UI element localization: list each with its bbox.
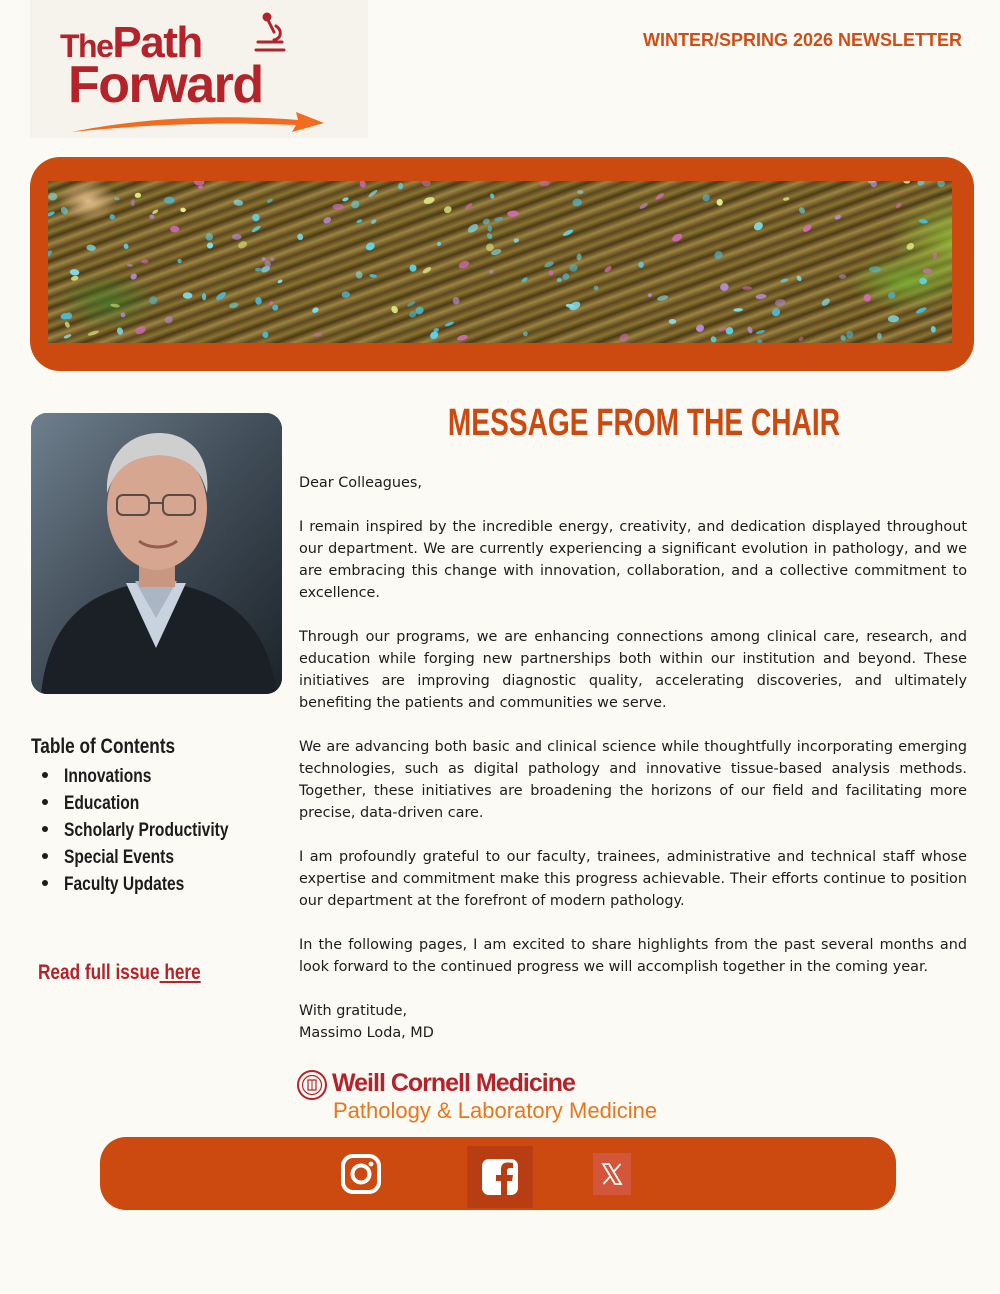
letter-paragraph: I remain inspired by the incredible energy, creativity, and dedication displayed throughout our department. We are currently experiencing a significant evolution in pathology, and we are embracing this change with innovation, collaboration, and a collective commitment to excellence.: [299, 519, 967, 601]
logo-text-line1: ThePath: [60, 18, 202, 67]
cell-nucleus: [251, 225, 262, 234]
cell-nucleus: [444, 321, 454, 328]
cell-nucleus: [255, 268, 262, 272]
bullet-icon: [42, 853, 48, 859]
cell-nucleus: [149, 214, 155, 219]
cell-nucleus: [486, 232, 493, 240]
cell-nucleus: [755, 329, 765, 334]
toc-list: [42, 766, 265, 901]
cell-nucleus: [489, 193, 494, 199]
cell-nucleus: [255, 297, 263, 306]
newsletter-issue-label: WINTER/SPRING 2026 NEWSLETTER: [642, 30, 962, 50]
cell-nucleus: [110, 303, 120, 308]
cell-nucleus: [568, 263, 578, 273]
cell-nucleus: [915, 306, 927, 315]
cell-nucleus: [252, 213, 261, 222]
x-icon-box: [593, 1153, 631, 1195]
cell-nucleus: [701, 193, 711, 203]
cell-nucleus: [215, 291, 227, 302]
cell-nucleus: [268, 301, 274, 306]
cell-nucleus: [695, 323, 706, 333]
letter-signature: Massimo Loda, MD: [299, 1025, 434, 1041]
cell-nucleus: [390, 305, 399, 315]
cell-nucleus: [406, 300, 416, 308]
cell-nucleus: [114, 197, 120, 201]
letter-paragraph: Through our programs, we are enhancing connections among clinical care, research, and education while forging new partnerships both within our institution and beyond. These initiatives are improving diagnostic quality, accelerating discoveries, and ultimately benefiting the patients and communities we serve.: [299, 629, 967, 711]
logo-text-line2: Forward: [68, 56, 263, 114]
microscopy-image: [48, 181, 952, 343]
cell-nucleus: [742, 286, 752, 290]
cell-nucleus: [183, 292, 193, 299]
cell-nucleus: [572, 198, 583, 207]
cell-nucleus: [202, 293, 207, 300]
cell-nucleus: [134, 325, 147, 336]
cell-nucleus: [780, 278, 789, 284]
cell-nucleus: [86, 244, 96, 251]
cell-nucleus: [846, 331, 853, 339]
cell-nucleus: [755, 293, 767, 299]
cell-nucleus: [783, 197, 790, 201]
cell-nucleus: [747, 326, 754, 334]
cell-nucleus: [669, 319, 676, 324]
cell-nucleus: [48, 249, 53, 259]
cell-nucleus: [270, 257, 275, 261]
cell-nucleus: [839, 334, 846, 342]
x-icon: [600, 1162, 624, 1186]
cell-nucleus: [543, 260, 554, 269]
cell-nucleus: [350, 199, 361, 210]
cell-nucleus: [322, 216, 332, 225]
facebook-button[interactable]: [467, 1146, 533, 1208]
cell-nucleus: [562, 229, 574, 238]
cell-nucleus: [716, 199, 723, 206]
toc-item-innovations[interactable]: Innovations: [42, 766, 265, 793]
cell-nucleus: [149, 296, 158, 304]
cell-nucleus: [903, 181, 910, 184]
cell-nucleus: [134, 192, 141, 198]
cell-nucleus: [671, 232, 684, 243]
cell-nucleus: [638, 261, 644, 268]
cell-nucleus: [923, 268, 932, 273]
cell-nucleus: [120, 311, 127, 318]
cell-nucleus: [206, 241, 215, 250]
cornell-seal-icon: [296, 1069, 328, 1101]
cell-nucleus: [639, 202, 649, 210]
department-name: Pathology & Laboratory Medicine: [333, 1098, 658, 1123]
cell-nucleus: [262, 257, 266, 261]
cell-nucleus: [271, 304, 279, 312]
cell-nucleus: [918, 219, 928, 225]
cell-nucleus: [869, 266, 881, 272]
logo[interactable]: [30, 0, 368, 138]
cell-nucleus: [839, 274, 846, 279]
cell-nucleus: [603, 265, 612, 273]
cell-nucleus: [757, 338, 763, 343]
cell-nucleus: [820, 297, 831, 307]
cell-nucleus: [752, 220, 764, 232]
cell-nucleus: [877, 333, 882, 340]
cell-nucleus: [888, 315, 899, 322]
header-banner: [30, 157, 974, 371]
cell-nucleus: [443, 205, 453, 214]
cell-nucleus: [577, 190, 583, 194]
arrow-icon: [70, 106, 326, 136]
letter-closing: With gratitude,: [299, 1003, 408, 1019]
cell-nucleus: [464, 202, 473, 210]
cell-nucleus: [59, 205, 69, 215]
cell-nucleus: [436, 241, 442, 247]
cell-nucleus: [359, 181, 367, 188]
cell-nucleus: [482, 218, 491, 226]
cell-nucleus: [796, 275, 803, 282]
toc-item-scholarly-productivity[interactable]: Scholarly Productivity: [42, 820, 265, 847]
cell-nucleus: [129, 272, 138, 280]
cell-nucleus: [930, 326, 936, 333]
cell-nucleus: [710, 335, 718, 343]
cell-nucleus: [887, 291, 897, 300]
cell-nucleus: [367, 189, 378, 198]
cell-nucleus: [48, 192, 58, 201]
cell-nucleus: [487, 225, 492, 232]
bullet-icon: [42, 799, 48, 805]
cell-nucleus: [70, 275, 78, 281]
cell-nucleus: [398, 183, 403, 190]
cell-nucleus: [422, 181, 431, 187]
chair-letter: [299, 472, 967, 1044]
cell-nucleus: [370, 218, 377, 224]
cell-nucleus: [423, 196, 435, 205]
cell-nucleus: [164, 197, 175, 204]
cell-nucleus: [494, 216, 504, 222]
cell-nucleus: [151, 209, 158, 215]
cell-nucleus: [332, 204, 343, 210]
cell-nucleus: [733, 308, 743, 312]
cell-nucleus: [356, 219, 363, 224]
cell-nucleus: [456, 334, 468, 342]
cell-nucleus: [277, 279, 283, 284]
read-full-issue: [38, 961, 201, 985]
cell-nucleus: [341, 291, 350, 298]
facebook-icon: [480, 1157, 520, 1197]
cell-nucleus: [522, 330, 529, 337]
cell-nucleus: [205, 232, 214, 241]
cell-nucleus: [109, 213, 117, 221]
letter-salutation: Dear Colleagues,: [299, 475, 422, 491]
cell-nucleus: [488, 269, 494, 275]
cell-nucleus: [937, 181, 945, 188]
cell-nucleus: [452, 297, 459, 305]
cell-nucleus: [647, 293, 652, 298]
portrait-icon: [31, 413, 282, 694]
cell-nuclei-pattern: [48, 181, 952, 343]
bullet-icon: [42, 880, 48, 886]
cell-nucleus: [409, 264, 418, 273]
cell-nucleus: [656, 294, 668, 301]
cell-nucleus: [594, 285, 599, 290]
cell-nucleus: [194, 181, 205, 186]
cell-nucleus: [127, 263, 133, 267]
cell-nucleus: [905, 242, 915, 252]
chair-portrait-photo: [31, 413, 282, 694]
x-button[interactable]: [579, 1145, 645, 1203]
letter-paragraph: We are advancing both basic and clinical science while thoughtfully incorporating emerging technologies, such as digital pathology and innovative tissue-based analysis methods. Together, these initiatives are broadening the horizons of our field and facilitating more precise, data-driven care.: [299, 739, 967, 821]
cell-nucleus: [116, 327, 124, 336]
cell-nucleus: [266, 198, 273, 204]
cell-nucleus: [228, 302, 238, 310]
cell-nucleus: [919, 278, 927, 285]
cell-nucleus: [198, 185, 203, 189]
cell-nucleus: [655, 192, 665, 201]
cell-nucleus: [713, 249, 724, 260]
cell-nucleus: [466, 222, 479, 234]
cell-nucleus: [131, 199, 136, 206]
message-title: MESSAGE FROM THE CHAIR: [447, 402, 841, 444]
cell-nucleus: [311, 306, 319, 314]
cell-nucleus: [486, 243, 494, 251]
cell-nucleus: [798, 206, 806, 215]
social-media-bar: [100, 1137, 896, 1210]
cell-nucleus: [355, 271, 363, 280]
cell-nucleus: [262, 331, 269, 338]
cell-nucleus: [521, 276, 529, 283]
cell-nucleus: [69, 269, 79, 277]
cell-nucleus: [775, 299, 786, 307]
cell-nucleus: [798, 336, 804, 342]
cell-nucleus: [561, 272, 570, 281]
cell-nucleus: [513, 238, 520, 244]
cell-nucleus: [48, 211, 55, 218]
toc-item-special-events[interactable]: Special Events: [42, 847, 265, 874]
cell-nucleus: [576, 253, 582, 260]
cell-nucleus: [237, 240, 248, 250]
institution-name: Weill Cornell Medicine: [332, 1069, 575, 1097]
cell-nucleus: [556, 277, 562, 282]
microscope-icon: [252, 12, 286, 54]
cell-nucleus: [87, 330, 99, 337]
cell-nucleus: [895, 202, 902, 209]
cell-nucleus: [719, 282, 729, 291]
cell-nucleus: [507, 210, 519, 216]
institution-logo[interactable]: [296, 1069, 716, 1125]
cell-nucleus: [770, 307, 781, 318]
cell-nucleus: [364, 241, 376, 252]
read-full-label: Read full issue: [38, 961, 160, 984]
cell-nucleus: [422, 266, 432, 275]
read-full-issue-link[interactable]: here: [159, 961, 201, 984]
cell-nucleus: [548, 270, 553, 275]
toc-heading: Table of Contents: [31, 735, 176, 758]
toc-item-education[interactable]: Education: [42, 793, 265, 820]
cell-nucleus: [314, 332, 323, 337]
cell-nucleus: [141, 259, 148, 263]
cell-nucleus: [64, 321, 71, 329]
cell-nucleus: [342, 197, 349, 203]
cell-nucleus: [170, 226, 179, 233]
cell-nucleus: [863, 294, 871, 302]
cell-nucleus: [916, 181, 925, 187]
cell-nucleus: [233, 199, 244, 206]
cell-nucleus: [123, 243, 129, 250]
cell-nucleus: [297, 233, 304, 241]
cell-nucleus: [458, 260, 471, 270]
bullet-icon: [42, 772, 48, 778]
cell-nucleus: [177, 258, 182, 263]
cell-nucleus: [834, 214, 842, 220]
letter-paragraph: In the following pages, I am excited to share highlights from the past several months and look forward to the continued progress we will accomplish together in the coming year.: [299, 937, 967, 975]
cell-nucleus: [164, 315, 174, 324]
letter-paragraph: I am profoundly grateful to our faculty, trainees, administrative and technical staff whose expertise and commitment make this progress achievable. Their efforts continue to position our department at the forefront of modern pathology.: [299, 849, 967, 909]
cell-nucleus: [180, 207, 186, 212]
bullet-icon: [42, 826, 48, 832]
cell-nucleus: [618, 332, 630, 343]
cell-nucleus: [539, 181, 550, 187]
cell-nucleus: [63, 333, 72, 339]
cell-nucleus: [802, 223, 813, 233]
instagram-button[interactable]: [328, 1145, 394, 1203]
toc-item-faculty-updates[interactable]: Faculty Updates: [42, 874, 265, 901]
cell-nucleus: [232, 234, 242, 240]
instagram-icon: [340, 1153, 382, 1195]
cell-nucleus: [369, 274, 377, 279]
cell-nucleus: [932, 252, 937, 260]
